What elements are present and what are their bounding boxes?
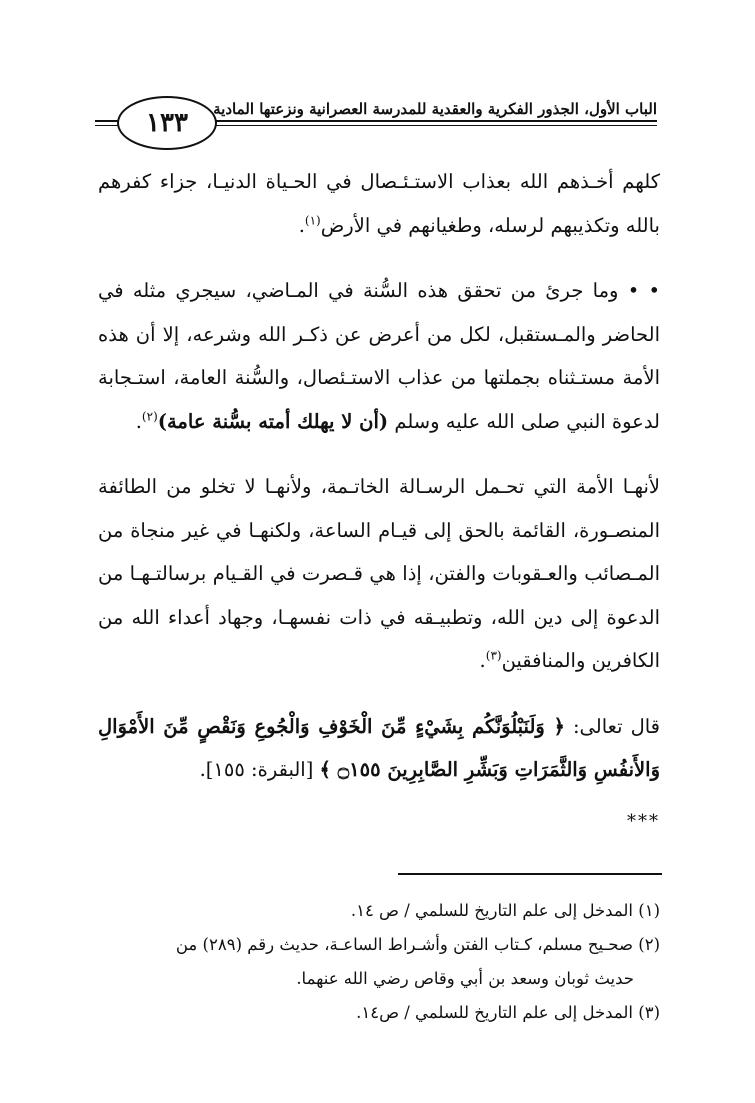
footnote-1 xyxy=(98,894,660,928)
footnote-3 xyxy=(98,996,660,1030)
verse-paragraph xyxy=(98,705,660,792)
footnote-text: المدخل إلى علم التاريخ للسلمي / ص١٤. xyxy=(356,1003,633,1022)
main-text xyxy=(98,160,660,832)
paragraph-3-text: لأنهـا الأمة التي تحـمل الرسـالة الخاتـمة، ولأنهـا لا تخلو من الطائفة المنصـورة، القائمة بالحق إلى قيـام الساعة، ولكنهـا في غير منجاة من المـصائب والعـقوبات والفتن، إذا هي قـصرت في القـيام برسالتـهـا من الدعوة إلى دين الله، وتطبيـقه في ذات نفسهـا، وجهاد أعداء الله من الكافرين والمنافقين xyxy=(98,475,660,672)
quran-verse: ﴿ وَلَنَبْلُوَنَّكُم بِشَيْءٍ مِّنَ الْخَوْفِ وَالْجُوعِ وَنَقْصٍ مِّنَ الأَمْوَالِ وَالأَنفُسِ وَالثَّمَرَاتِ وَبَشِّرِ الصَّابِرِينَ ۝١٥٥ ﴾ xyxy=(98,714,660,781)
footnote-text: صحـيح مسلم، كـتاب الفتن وأشـراط الساعـة، حديث رقم (٢٨٩) من xyxy=(175,935,633,954)
footnote-number: (١) xyxy=(638,901,660,920)
footnotes xyxy=(98,894,660,1030)
footnote-text: المدخل إلى علم التاريخ للسلمي / ص ١٤. xyxy=(350,901,633,920)
paragraph-2-text: وما جرئ من تحقق هذه السُّنة في المـاضي، سيجري مثله في الحاضر والمـستقبل، لكل من أعرض عن ذكـر الله وشرعه، إلا أن هذه الأمة مستـثناه بجملتها من عذاب الاستـئصال، والسُّنة العامة، استـجابة لدعوة النبي صلى الله عليه وسلم xyxy=(98,279,660,433)
verse-intro: قال تعالى: xyxy=(572,714,661,738)
bullet-marker: • • xyxy=(627,279,661,302)
footnote-ref-1[interactable]: (١) xyxy=(304,213,321,227)
paragraph-2 xyxy=(98,269,660,443)
paragraph-3-end: . xyxy=(479,649,486,672)
page-number xyxy=(117,96,217,150)
paragraph-1-end: . xyxy=(298,213,305,237)
footnote-number: (٢) xyxy=(638,935,660,954)
page-header xyxy=(95,96,657,148)
footnote-continuation: حديث ثوبان وسعد بن أبي وقاص رضي الله عنهما. xyxy=(296,969,634,988)
paragraph-1 xyxy=(98,160,660,247)
footnote-ref-2[interactable]: (٢) xyxy=(141,409,158,423)
footnote-number: (٣) xyxy=(638,1003,660,1022)
paragraph-3 xyxy=(98,465,660,683)
running-title: الباب الأول، الجذور الفكرية والعقدية للمدرسة العصرانية ونزعتها المادية xyxy=(209,100,657,118)
verse-citation: [البقرة: ١٥٥]. xyxy=(199,758,314,781)
footnote-2 xyxy=(98,928,660,996)
paragraph-2-end: . xyxy=(135,409,142,433)
page-number-text: ١٣٣ xyxy=(146,108,188,138)
footnote-divider xyxy=(398,873,662,875)
hadith-quote: (أن لا يهلك أمته بسُّنة عامة) xyxy=(157,409,389,433)
section-separator: *** xyxy=(627,811,660,832)
footnote-ref-3[interactable]: (٣) xyxy=(485,648,502,663)
paragraph-1-text: كلهم أخـذهم الله بعذاب الاستـئـصال في الحـياة الدنيـا، جزاء كفرهم بالله وتكذيبهم لرسله، وطغيانهم في الأرض xyxy=(98,170,660,237)
